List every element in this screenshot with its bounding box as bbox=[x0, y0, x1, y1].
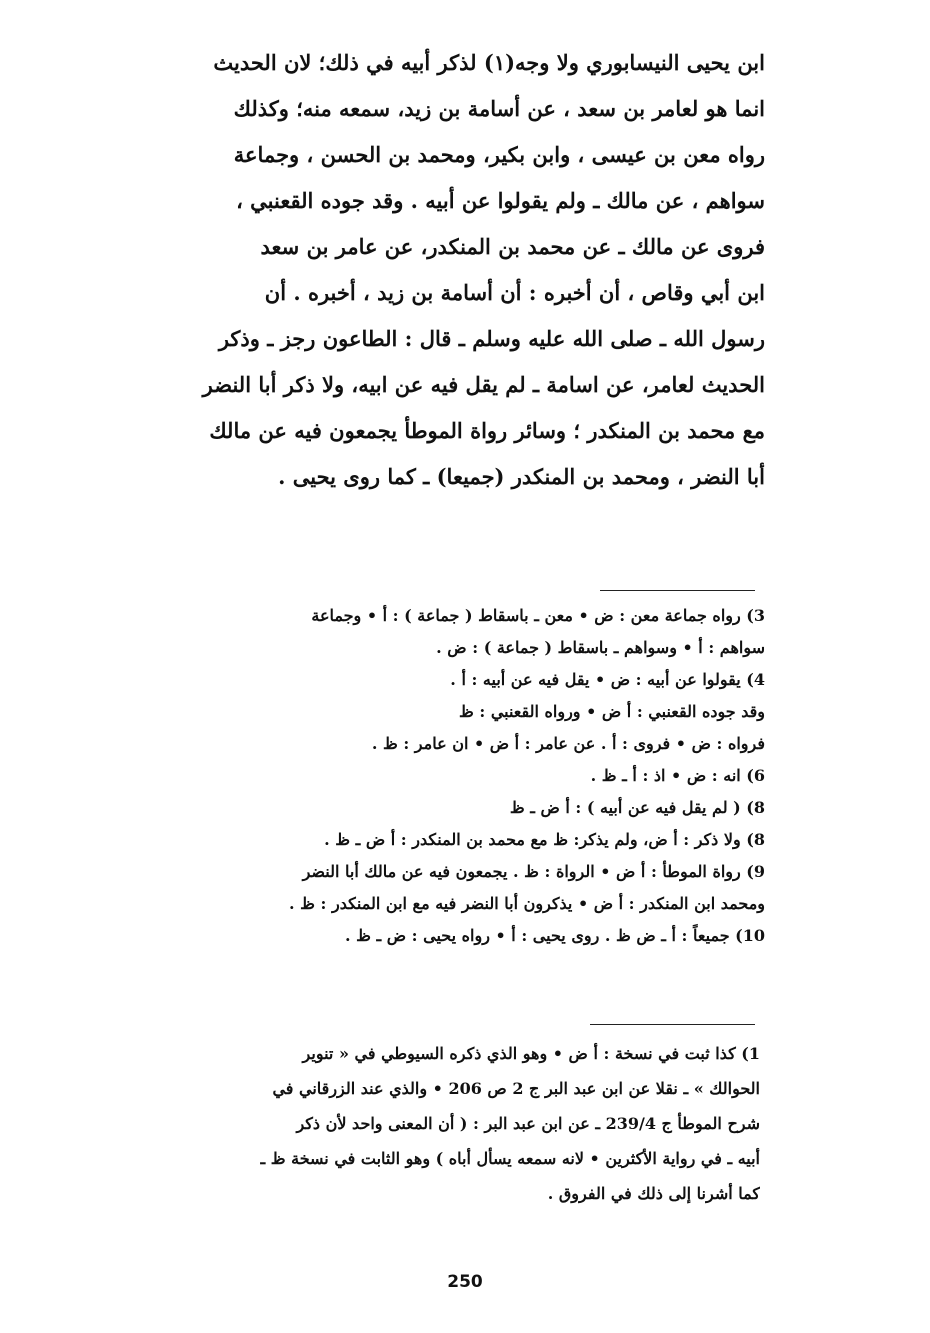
main-text-block bbox=[115, 40, 765, 500]
main-text-line: مع محمد بن المنكدر ؛ وسائر رواة الموطأ يجمعون فيه عن مالك bbox=[209, 418, 765, 443]
variant-line: فرواه : ض • فروى : أ . عن عامر : أ ض • ان عامر : ظ . bbox=[371, 734, 765, 753]
footnotes-block bbox=[105, 1036, 760, 1211]
main-text-line: ابن أبي وقاص ، أن أخبره : أن أسامة بن زيد ، أخبره . أن bbox=[264, 280, 765, 305]
variant-line: 6) انه : ض • اذ : أ ـ ظ . bbox=[590, 766, 765, 785]
footnote-line: أبيه ـ في رواية الأكثرين • لانه سمعه يسأل أباه ) وهو الثابت في نسخة ظ ـ bbox=[260, 1149, 760, 1168]
main-text-line: رواه معن بن عيسى ، وابن بكير، ومحمد بن الحسن ، وجماعة bbox=[233, 142, 765, 167]
variant-line: 3) رواه جماعة معن : ض • معن ـ باسقاط ( جماعة ) : أ • وجماعة bbox=[311, 606, 765, 625]
main-text-line: فروى عن مالك ـ عن محمد بن المنكدر، عن عامر بن سعد bbox=[260, 234, 765, 259]
variant-line: ومحمد ابن المنكدر : أ ض • يذكرون أبا النضر فيه مع ابن المنكدر : ظ . bbox=[288, 894, 765, 913]
variant-line: سواهم : أ • وسواهم ـ باسقاط ( جماعة ) : ض . bbox=[436, 638, 765, 657]
variant-line: 10) جميعاً : أ ـ ض ظ . روى يحيى : أ • رواه يحيى : ض ـ ظ . bbox=[344, 926, 765, 945]
main-text-line: انما هو لعامر بن سعد ، عن أسامة بن زيد، سمعه منه؛ وكذلك bbox=[233, 96, 765, 121]
textual-variants-block bbox=[115, 600, 765, 952]
main-text-line: سواهم ، عن مالك ـ ولم يقولوا عن أبيه . وقد جوده القعنبي ، bbox=[236, 188, 765, 213]
footnote-line: شرح الموطأ ج 239/4 ـ عن ابن عبد البر : ( أن المعنى واحد لأن ذكر bbox=[296, 1114, 760, 1133]
footnotes-separator-rule bbox=[590, 1024, 755, 1025]
main-text-line: رسول الله ـ صلى الله عليه وسلم ـ قال : الطاعون رجز ـ وذكر bbox=[218, 326, 765, 351]
variant-line: وقد جوده القعنبي : أ ض • ورواه القعنبي : ظ bbox=[458, 702, 765, 721]
variants-separator-rule bbox=[600, 590, 755, 591]
main-text-line: ابن يحيى النيسابوري ولا وجه(١) لذكر أبيه في ذلك؛ لان الحديث bbox=[213, 50, 765, 75]
footnote-line: 1) كذا ثبت في نسخة : أ ض • وهو الذي ذكره السيوطي في « تنوير bbox=[302, 1044, 760, 1063]
footnote-line: كما أشرنا إلى ذلك في الفروق . bbox=[547, 1184, 760, 1203]
main-text-line: الحديث لعامر، عن اسامة ـ لم يقل فيه عن ابيه، ولا ذكر أبا النضر bbox=[202, 372, 765, 397]
variant-line: 4) يقولوا عن أبيه : ض • يقل فيه عن أبيه : أ . bbox=[450, 670, 765, 689]
variant-line: 8) ( لم يقل فيه عن أبيه ) : أ ض ـ ظ bbox=[509, 798, 765, 817]
page-number: 250 bbox=[447, 1272, 483, 1292]
variant-line: 8) ولا ذكر : أ ض، ولم يذكر: ظ مع محمد بن المنكدر : أ ض ـ ظ . bbox=[324, 830, 765, 849]
footnote-line: الحوالك » ـ نقلا عن ابن عبد البر ج 2 ص 206 • والذي عند الزرقاني في bbox=[272, 1079, 760, 1098]
variant-line: 9) رواة الموطأ : أ ض • الرواة : ظ . يجمعون فيه عن مالك أبا النضر bbox=[302, 862, 765, 881]
main-text-line: أبا النضر ، ومحمد بن المنكدر (جميعا) ـ كما روى يحيى . bbox=[278, 464, 765, 489]
